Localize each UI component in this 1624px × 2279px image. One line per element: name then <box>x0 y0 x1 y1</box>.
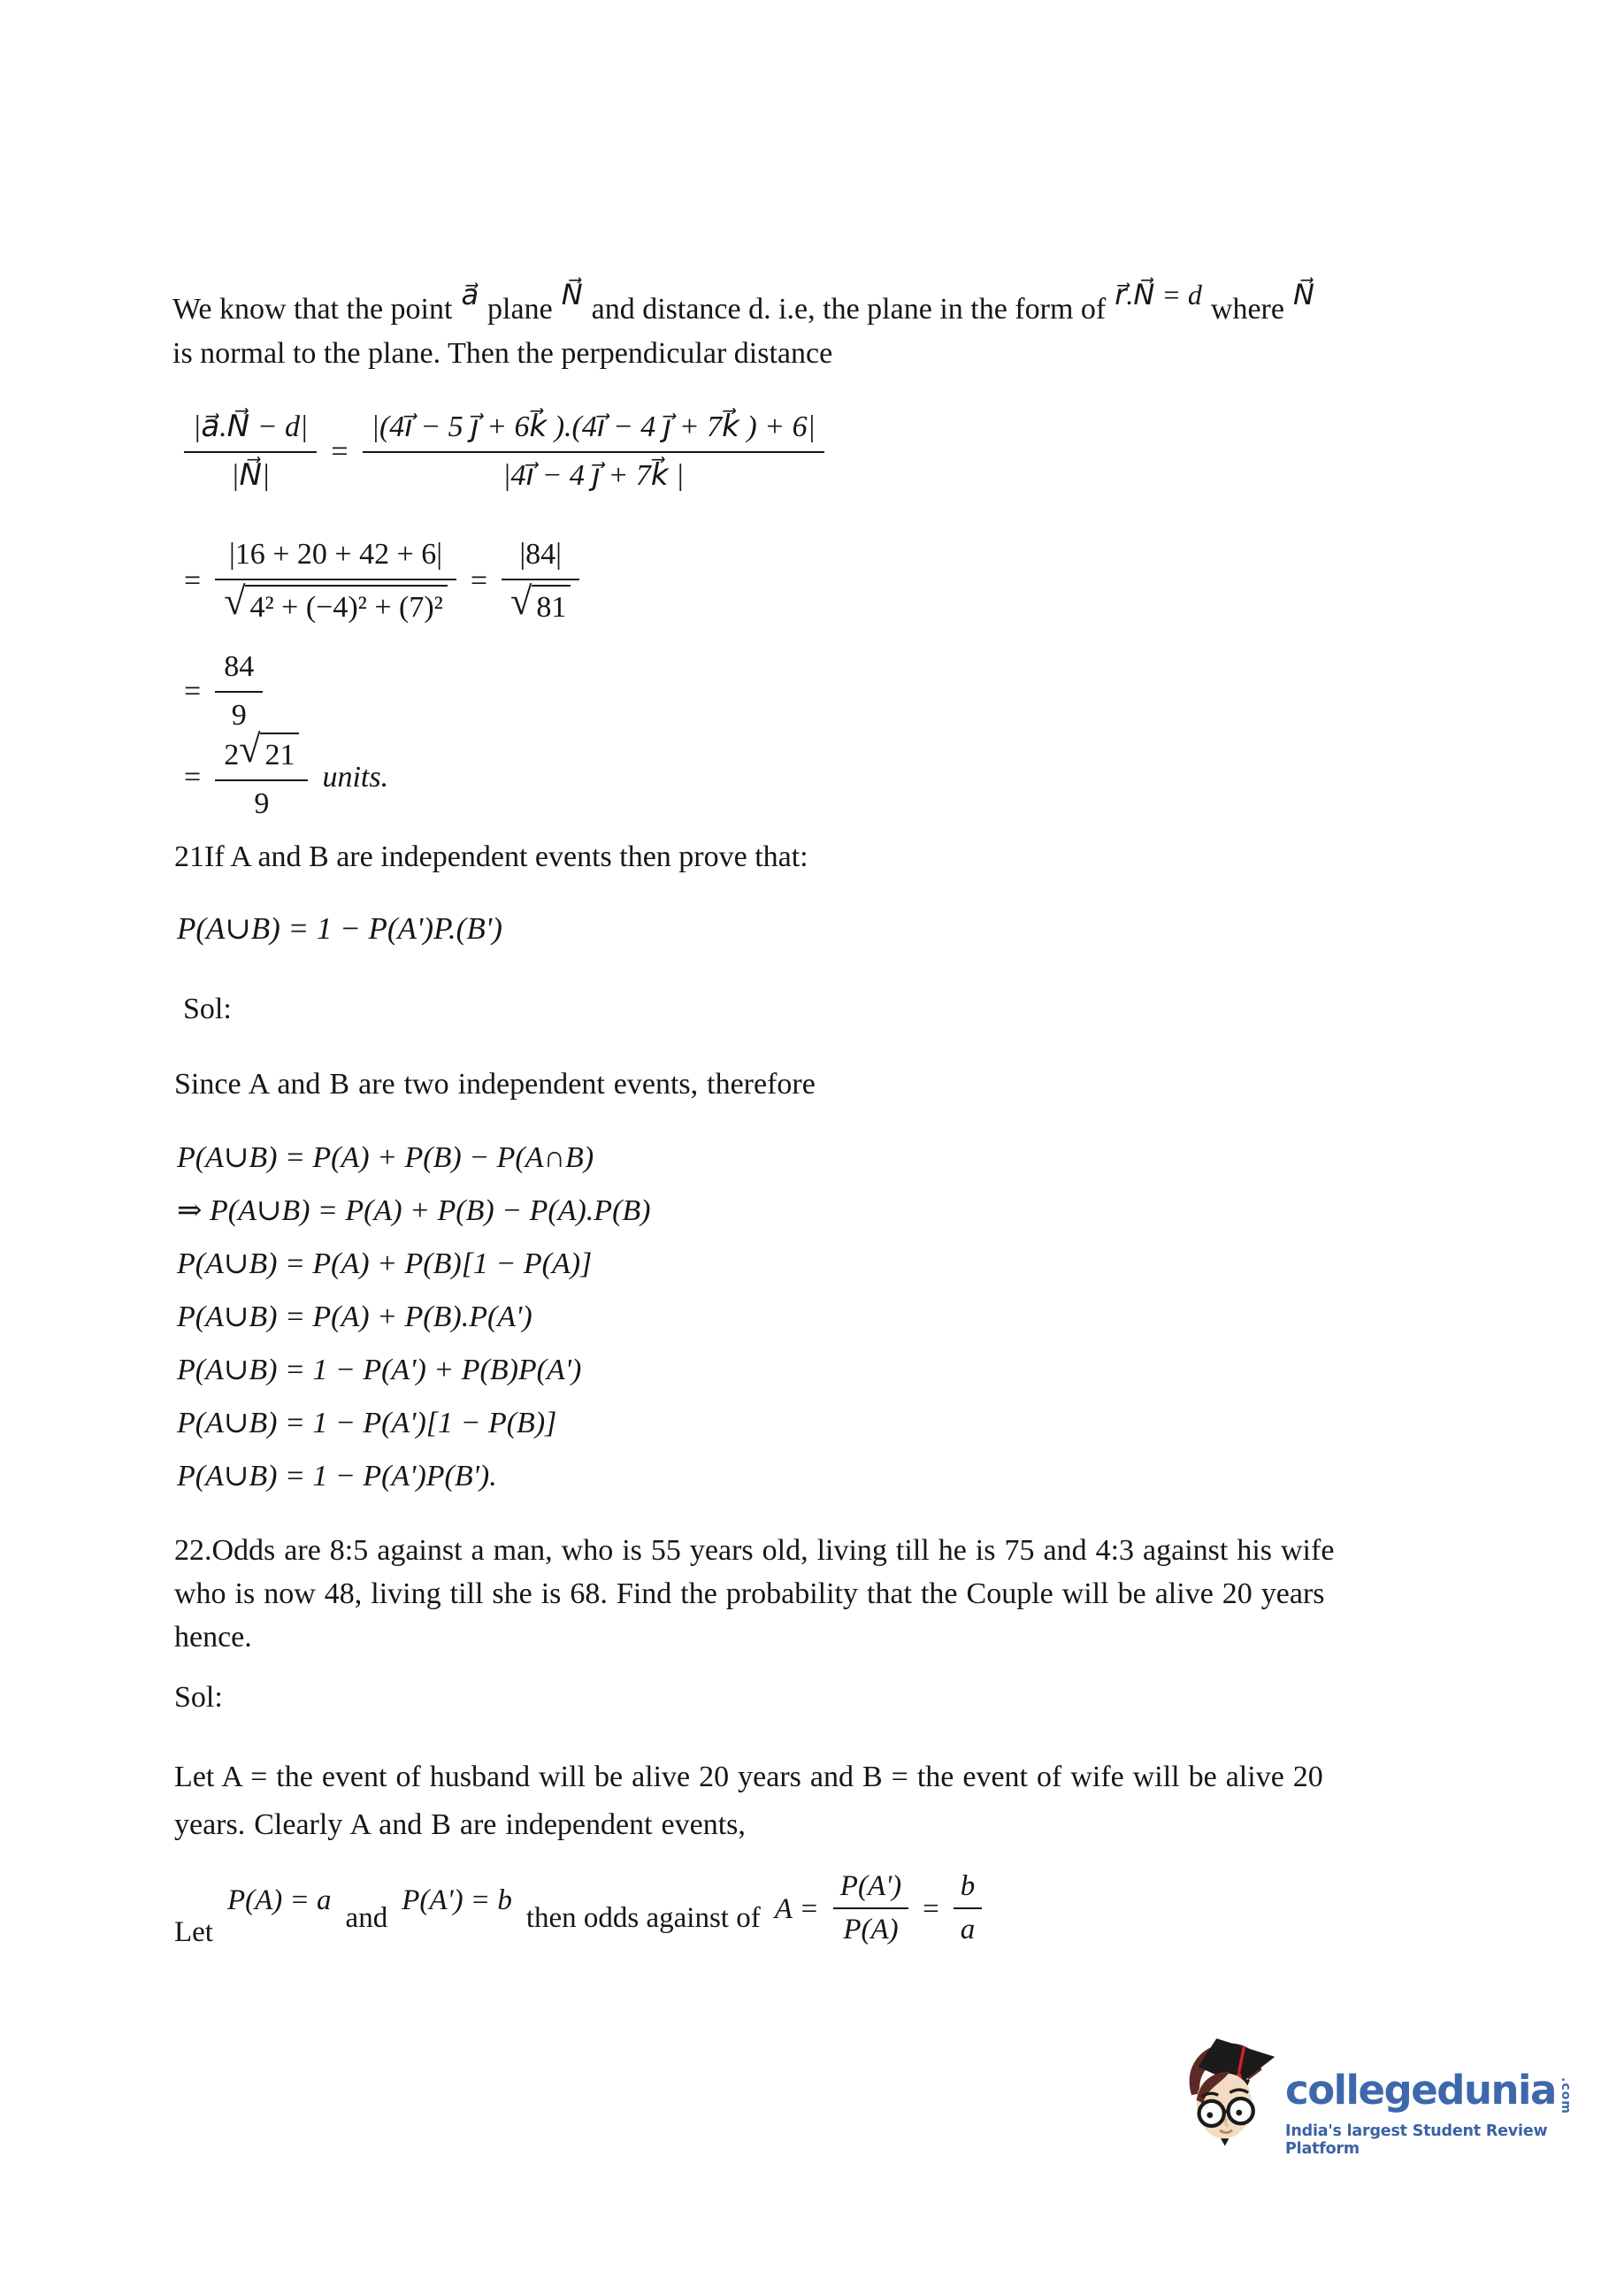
question-21-statement: P(A∪B) = 1 − P(A')P.(B') <box>177 911 502 946</box>
proof-step: P(A∪B) = P(A) + P(B) − P(A∩B) <box>177 1141 594 1174</box>
fraction <box>833 1868 908 1952</box>
brand-name: collegedunia <box>1285 2067 1556 2114</box>
let-word: Let <box>174 1916 213 1949</box>
fraction-numerator: b <box>960 1870 976 1902</box>
fraction-denominator <box>502 579 579 627</box>
question-22-paragraph <box>174 1529 1334 1659</box>
fraction <box>502 536 579 626</box>
proof-step: P(A∪B) = 1 − P(A') + P(B)P(A') <box>177 1354 582 1386</box>
radical-sign: √ <box>224 579 246 623</box>
fraction-numerator <box>215 727 308 779</box>
intro-text-segment: where <box>1210 293 1284 326</box>
units-label: units. <box>322 761 389 794</box>
radicand: 4² + (−4)² + (7)² <box>245 585 447 627</box>
fraction-numerator: 84 <box>224 650 255 683</box>
since-line: Since A and B are two independent events, therefore <box>174 1068 816 1101</box>
odds-equation-line <box>174 1868 982 1952</box>
solution-label: Sol: <box>174 1681 223 1714</box>
fraction <box>215 536 456 626</box>
square-root <box>224 579 448 627</box>
fraction-denominator: 9 <box>215 691 263 735</box>
vector-n-symbol: N⃗ <box>561 279 583 311</box>
brand-tagline: India's largest Student Review Platform <box>1285 2122 1548 2158</box>
let-paragraph-line: years. Clearly A and B are independent events, <box>174 1808 746 1841</box>
intro-text-segment: and distance d. i.e, the plane in the form of <box>591 293 1107 326</box>
radicand: 21 <box>260 733 299 775</box>
plane-equation-inline: r⃗.N⃗ = d <box>1115 279 1202 311</box>
intro-text-segment: plane <box>487 293 553 326</box>
logo-text-block <box>1285 2067 1624 2158</box>
then-odds-text: then odds against of <box>525 1902 761 1935</box>
intro-paragraph <box>172 279 1314 371</box>
coefficient: 2 <box>224 739 240 771</box>
probability-a-complement: P(A') = b <box>402 1884 512 1917</box>
distance-formula-line-4 <box>184 727 389 823</box>
question-22-line: who is now 48, living till she is 68. Find the probability that the Couple will be alive 20 years <box>174 1577 1325 1610</box>
fraction-denominator: a <box>954 1907 983 1951</box>
proof-step: P(A∪B) = P(A) + P(B).P(A') <box>177 1301 532 1333</box>
proof-steps <box>177 1131 650 1502</box>
intro-line-1 <box>172 279 1314 326</box>
fraction-numerator: |a⃗.N⃗ − d| <box>193 411 309 443</box>
and-word: and <box>345 1902 388 1935</box>
equals-sign: = <box>331 434 349 468</box>
radical-sign: √ <box>510 579 532 623</box>
probability-a: P(A) = a <box>226 1884 332 1917</box>
proof-step: P(A∪B) = 1 − P(A')P(B'). <box>177 1460 497 1492</box>
a-equals: A = <box>774 1893 819 1926</box>
equals-sign: = <box>470 564 488 597</box>
fraction-denominator: P(A) <box>833 1907 908 1951</box>
distance-formula-line-1 <box>184 409 824 495</box>
proof-step: P(A∪B) = 1 − P(A')[1 − P(B)] <box>177 1407 557 1439</box>
collegedunia-logo <box>1178 2035 1624 2160</box>
square-root <box>239 727 299 775</box>
proof-step: P(A∪B) = P(A) + P(B)[1 − P(A)] <box>177 1247 593 1280</box>
brand-tld: .com <box>1558 2077 1573 2114</box>
question-22-line: hence. <box>174 1621 252 1654</box>
question-21-heading: 21If A and B are independent events then prove that: <box>174 840 808 873</box>
proof-step: ⇒ P(A∪B) = P(A) + P(B) − P(A).P(B) <box>177 1194 651 1227</box>
collegedunia-mascot <box>1178 2035 1278 2160</box>
let-paragraph-line: Let A = the event of husband will be alive 20 years and B = the event of wife will be alive 20 <box>174 1761 1323 1793</box>
solution-label: Sol: <box>183 993 232 1025</box>
fraction-numerator: |84| <box>519 538 562 571</box>
equals-sign: = <box>923 1893 939 1926</box>
intro-line-2: is normal to the plane. Then the perpendicular distance <box>172 337 833 370</box>
fraction-numerator: |(4i⃗ − 5 j⃗ + 6k⃗ ).(4i⃗ − 4 j⃗ + 7k⃗ ) + 6| <box>371 411 816 443</box>
square-root <box>510 579 571 627</box>
equals-sign: = <box>184 674 202 708</box>
equals-sign: = <box>184 564 202 597</box>
fraction <box>954 1868 983 1952</box>
distance-formula-line-2 <box>184 536 579 626</box>
fraction-numerator: |16 + 20 + 42 + 6| <box>228 538 443 571</box>
equals-sign: = <box>184 761 202 794</box>
brand-row <box>1285 2067 1624 2114</box>
fraction-denominator: |N⃗| <box>184 451 317 495</box>
fraction <box>363 409 824 495</box>
question-22-line: 22.Odds are 8:5 against a man, who is 55 years old, living till he is 75 and 4:3 against his wife <box>174 1534 1335 1567</box>
vector-a-symbol: a⃗ <box>461 279 479 311</box>
let-paragraph <box>174 1753 1323 1849</box>
fraction-denominator <box>215 579 456 627</box>
fraction <box>215 648 263 734</box>
vector-n-symbol: N⃗ <box>1292 279 1314 311</box>
intro-text-segment: We know that the point <box>172 293 453 326</box>
radical-sign: √ <box>239 727 261 771</box>
fraction <box>215 727 308 823</box>
distance-formula-line-3 <box>184 648 263 734</box>
fraction-denominator: |4i⃗ − 4 j⃗ + 7k⃗ | <box>363 451 824 495</box>
fraction-denominator: 9 <box>215 779 308 824</box>
fraction <box>184 409 317 495</box>
fraction-numerator: P(A') <box>839 1870 902 1902</box>
radicand: 81 <box>532 585 571 627</box>
